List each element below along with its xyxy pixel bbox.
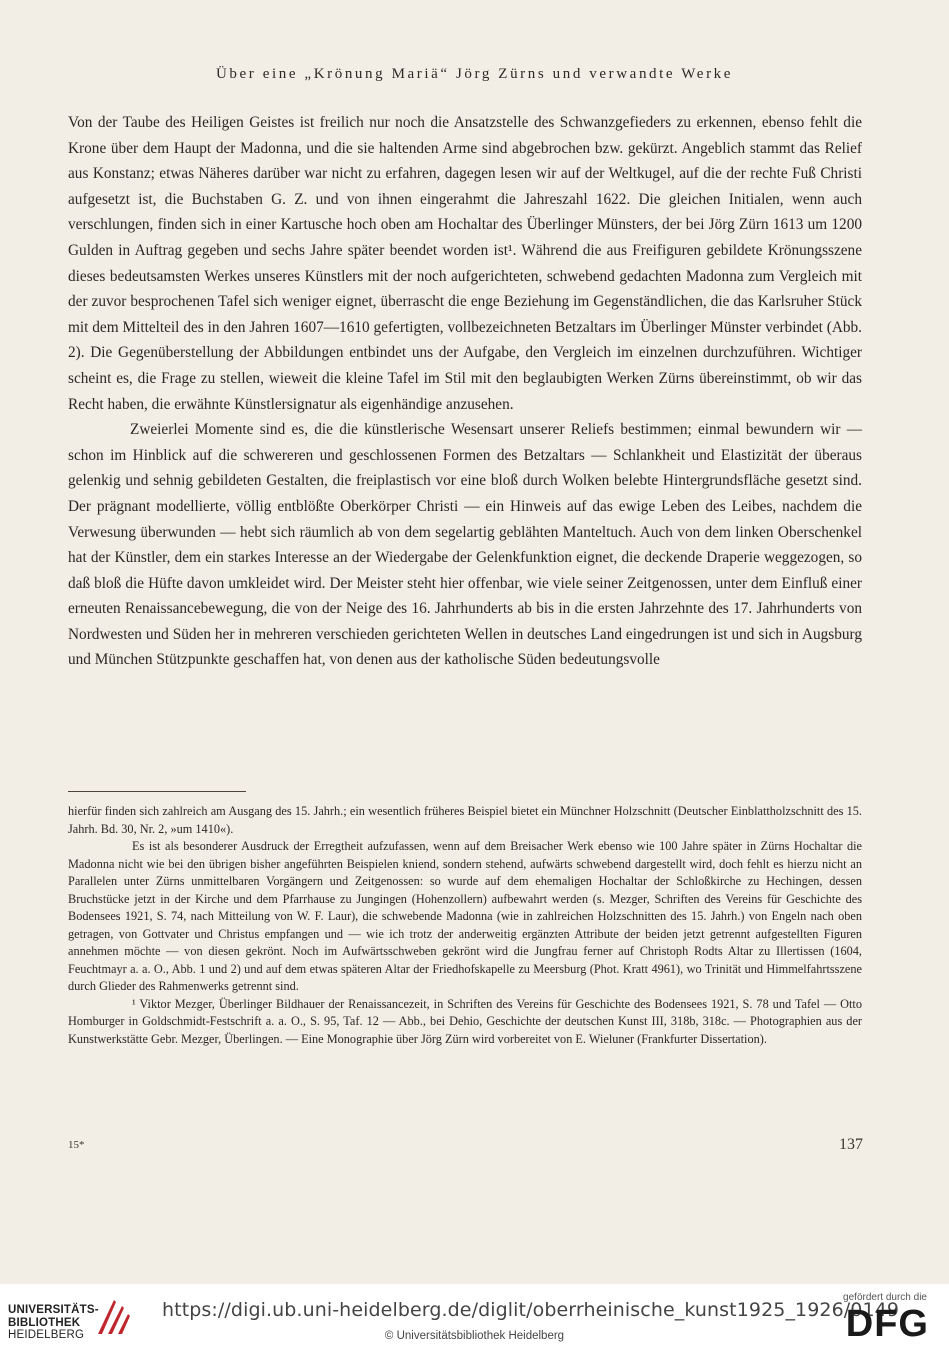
footnote-1: ¹ Viktor Mezger, Überlinger Bildhauer der Renaissancezeit, in Schriften des Vereins für Geschichte des Bodensees 1921, S. 78 und Tafel — Otto Homburger in Goldschmidt-Festschrift a. a. O., S. 95, Taf. 12 — Abb., bei Dehio, Geschichte der deutschen Kunst III, 318b, 318c. — Photographien aus der Kunstwerkstätte Gebr. Mezger, Überlingen. — Eine Monographie über Jörg Zürn wird vorbereitet von E. Wieluner (Frankfurter Dissertation). (68, 996, 862, 1046)
signature-mark: 15* (68, 1139, 85, 1151)
paragraph-1: Von der Taube des Heiligen Geistes ist freilich nur noch die Ansatzstelle des Schwanzgefieders zu erkennen, ebenso fehlt die Krone über dem Haupt der Madonna, und die sie haltenden Arme sind abgebrochen bzw. gekürzt. Angeblich stammt das Relief aus Konstanz; etwas Näheres darüber war nicht zu erfahren, dagegen lesen wir auf der Weltkugel, auf die der rechte Fuß Christi aufgesetzt ist, die Buchstaben G. Z. und von ihnen eingerahmt die Jahreszahl 1622. Die gleichen Initialen, wenn auch verschlungen, finden sich in einer Kartusche hoch oben am Hochaltar des Überlinger Münsters, der bei Jörg Zürn 1613 um 1200 Gulden in Auftrag gegeben und sechs Jahre später beendet worden ist¹. Während die aus Freifiguren gebildete Krönungsszene dieses bedeutsamsten Werkes unseres Künstlers mit der noch aufgerichteten, schwebend gedachten Madonna zum Vergleich mit der zuvor besprochenen Tafel sich weniger eignet, überrascht die enge Beziehung im Gegenständlichen, die das Karlsruher Stück mit dem Mittelteil des in den Jahren 1607—1610 gefertigten, vollbezeichneten Betzaltars im Überlinger Münster verbindet (Abb. 2). Die Gegenüberstellung der Abbildungen entbindet uns der Aufgabe, den Vergleich im einzelnen durchzuführen. Wichtiger scheint es, die Frage zu stellen, wieweit die kleine Tafel im Stil mit den beglaubigten Werken Zürns übereinstimmt, ob wir das Recht haben, die erwähnte Künstlersignatur als eigenhändige anzusehen. (68, 114, 862, 413)
footer-bar (0, 1284, 949, 1356)
library-name-line1: UNIVERSITÄTS- (8, 1304, 99, 1316)
funder-caption: gefördert durch die (843, 1292, 927, 1303)
permalink-url[interactable]: https://digi.ub.uni-heidelberg.de/diglit/oberrheinische_kunst1925_1926/0149 (162, 1299, 900, 1321)
library-name-line2: BIBLIOTHEK (8, 1316, 81, 1329)
body-text (68, 110, 862, 673)
footnote-paragraph: Es ist als besonderer Ausdruck der Erregtheit aufzufassen, wenn auf dem Breisacher Werk ebenso wie 100 Jahre später in Zürns Hochaltar die Madonna nicht wie bei den übrigen bisher angeführten Beispielen kniend, sondern stehend, aufwärts schwebend dargestellt wird, doch fehlt es hierzu nicht an Parallelen unter Zürns unmittelbaren Vorgängern und Zeitgenossen: so wurde auf dem ehemaligen Hochaltar der Schloßkirche zu Hechingen, dessen Bruchstücke jetzt in der Kirche und dem Pfarrhause zu Jungingen (Hohenzollern) aufbewahrt werden (s. Mezger, Schriften des Vereins für Geschichte des Bodensees 1921, S. 74, nach Mitteilung von W. F. Laur), die schwebende Madonna (wie in zahlreichen Holzschnitten des 15. Jahrh.) von Engeln nach oben getragen, von Gottvater und Christus empfangen und — wie ich trotz der anderweitig ergänzten Attribute der beiden jetzt getrennt aufgestellten Figuren annehmen möchte — von diesen gekrönt. Noch im Aufwärtsschweben gekrönt wird die Jungfrau ferner auf Christoph Rodts Altar zu Illertissen (1604, Feuchtmayr a. a. O., Abb. 1 und 2) und auf dem etwas späteren Altar der Friedhofskapelle zu Meersburg (Phot. Kratt 4961), wo Trinität und Himmelfahrtsszene durch Glieder des Rahmenwerks getrennt sind. (68, 839, 862, 993)
page-number: 137 (839, 1136, 863, 1153)
paragraph-2: Zweierlei Momente sind es, die die künstlerische Wesensart unserer Reliefs bestimmen; einmal bewundern wir — schon im Hinblick auf die schwereren und geschlossenen Formen des Betzaltars — Schlankheit und Elastizität der überaus gelenkig und sehnig gebildeten Gestalten, die freiplastisch vor eine bloß durch Wolken belebte Hintergrundsfläche gesetzt sind. Der prägnant modellierte, völlig entblößte Oberkörper Christi — ein Hinweis auf das ewige Leben des Leibes, nachdem die Verwesung überwunden — hebt sich räumlich ab von dem segelartig geblähten Manteltuch. Auch von dem linken Oberschenkel hat der Künstler, dem ein starkes Interesse an der Wiedergabe der Gelenkfunktion eignet, die deckende Draperie weggezogen, so daß bloß die Hüfte davon umkleidet wird. Der Meister steht hier offenbar, wie viele seiner Zeitgenossen, unter dem Einfluß einer erneuten Renaissancebewegung, die von der Neige des 16. Jahrhunderts ab bis in die ersten Jahrzehnte des 17. Jahrhunderts von Nordwesten und Süden her in mehreren verschieden gerichteten Wellen in deutsches Land eingedrungen ist und sich in Augsburg und München Stützpunkte geschaffen hat, von denen aus der katholische Süden bedeutungsvolle (68, 421, 862, 669)
copyright-notice: © Universitätsbibliothek Heidelberg (384, 1330, 565, 1342)
footnote-continuation: hierfür finden sich zahlreich am Ausgang des 15. Jahrh.; ein wesentlich früheres Beispiel bietet ein Münchner Holzschnitt (Deutscher Einblattholzschnitt des 15. Jahrh. Bd. 30, Nr. 2, »um 1410«). (68, 804, 862, 836)
library-name-line3: HEIDELBERG (8, 1329, 85, 1341)
dfg-logo[interactable]: DFG (845, 1303, 929, 1345)
running-head: Über eine „Krönung Mariä“ Jörg Zürns und verwandte Werke (215, 66, 734, 82)
footnote-rule (68, 791, 246, 792)
footnotes (68, 803, 862, 1048)
